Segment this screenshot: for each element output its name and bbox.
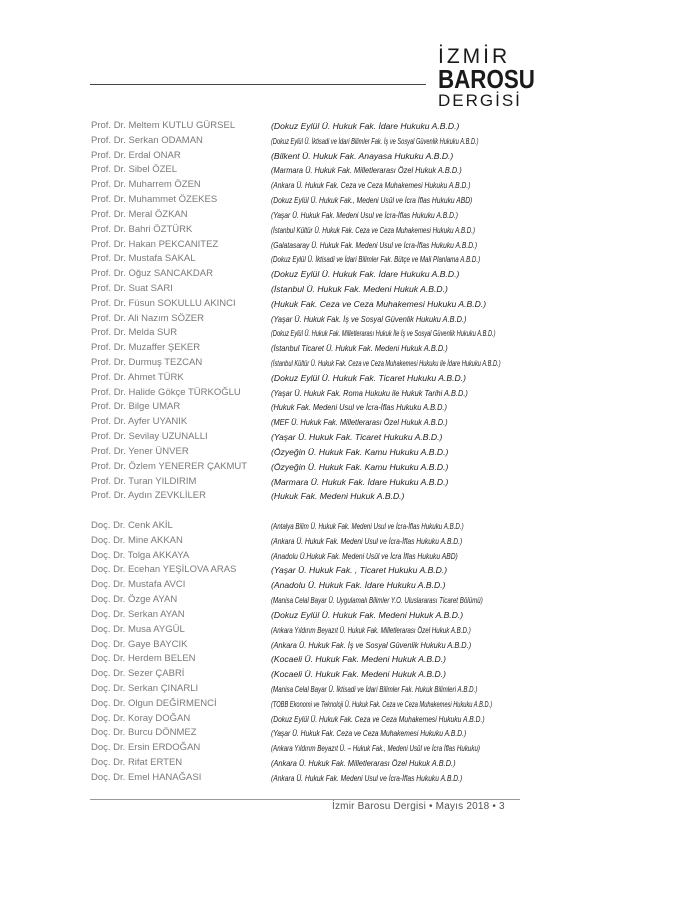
list-item [91,208,531,223]
list-item [91,163,531,178]
member-name: Prof. Dr. Meral ÖZKAN [91,208,188,220]
list-item [91,386,531,401]
list-item [91,119,531,134]
member-name: Prof. Dr. Yener ÜNVER [91,445,189,457]
list-item [91,460,531,475]
member-affiliation: (Bilkent Ü. Hukuk Fak. Anayasa Hukuku A.B.D.) [271,150,454,161]
member-name: Prof. Dr. Halide Gökçe TÜRKOĞLU [91,386,241,398]
member-affiliation: (Anadolu Ü. Hukuk Fak. İdare Hukuku A.B.D.) [271,580,446,591]
member-name: Doç. Dr. Olgun DEĞİRMENCİ [91,697,217,709]
list-item [91,563,531,578]
member-affiliation: (Özyeğin Ü. Hukuk Fak. Kamu Hukuku A.B.D.) [271,446,449,457]
member-affiliation: (İstanbul Ticaret Ü. Hukuk Fak. Medeni Hukuk A.B.D.) [271,343,448,354]
list-item [91,193,531,208]
member-name: Doç. Dr. Herdem BELEN [91,653,196,665]
member-name: Prof. Dr. Ahmet TÜRK [91,371,184,383]
member-name: Prof. Dr. Turan YILDIRIM [91,475,197,487]
list-item [91,593,531,608]
member-affiliation: (İstanbul Kültür Ü. Hukuk Fak. Ceza ve Ceza Muhakemesi Hukuku A.B.D.) [271,224,476,235]
member-name: Prof. Dr. Füsun SOKULLU AKINCI [91,297,236,309]
list-item [91,430,531,445]
member-name: Prof. Dr. Suat SARI [91,282,173,294]
list-item [91,445,531,460]
member-name: Doç. Dr. Gaye BAYCIK [91,638,188,650]
list-item [91,400,531,415]
member-name: Prof. Dr. Ayfer UYANIK [91,416,188,428]
member-affiliation: (Dokuz Eylül Ü. Hukuk Fak. Milletlerarası Hukuk İle İş ve Sosyal Güvenlik Hukuku A.B.D.) [271,328,496,339]
list-item [91,726,531,741]
member-affiliation: (Ankara Ü. Hukuk Fak. Milletlerarası Özel Hukuk A.B.D.) [271,758,456,768]
list-item [91,534,531,549]
member-name: Prof. Dr. Oğuz SANCAKDAR [91,268,213,280]
member-affiliation: (Yaşar Ü. Hukuk Fak. İş ve Sosyal Güvenlik Hukuku A.B.D.) [271,313,467,324]
member-name: Prof. Dr. Durmuş TEZCAN [91,357,203,368]
list-item [91,312,531,327]
footer-issue-info: İzmir Barosu Dergisi • Mayıs 2018 • 3 [332,801,505,812]
list-item [91,489,531,504]
list-item [91,415,531,430]
member-affiliation: (Dokuz Eylül Ü. Hukuk Fak., Medeni Usûl ve İcra İflas Hukuku ABD) [271,195,473,206]
member-affiliation: (Kocaeli Ü. Hukuk Fak. Medeni Hukuk A.B.D.) [271,654,446,665]
list-item [91,341,531,356]
list-item [91,549,531,564]
member-affiliation: (Anadolu Ü.Hukuk Fak. Medeni Usûl ve İcra İflas Hukuku ABD) [271,550,458,561]
list-item [91,223,531,238]
member-name: Doç. Dr. Serkan AYAN [91,608,185,620]
list-item [91,134,531,149]
member-name: Doç. Dr. Mustafa AVCI [91,579,186,591]
member-affiliation: (Ankara Yıldırım Beyazıt Ü. Hukuk Fak. Milletlerarası Özel Hukuk A.B.D.) [271,624,471,635]
member-name: Doç. Dr. Mine AKKAN [91,534,183,546]
logo-line-barosu: BAROSU [438,64,535,94]
member-name: Prof. Dr. Bahri ÖZTÜRK [91,223,193,235]
member-affiliation: (Yaşar Ü. Hukuk Fak. Ceza ve Ceza Muhakemesi Hukuku A.B.D.) [271,728,467,739]
member-affiliation: (TOBB Ekonomi ve Teknoloji Ü. Hukuk Fak. Ceza ve Ceza Muhakemesi Hukuku A.B.D.) [271,698,493,709]
list-item [91,697,531,712]
member-affiliation: (Dokuz Eylül Ü. İktisadi ve İdari Bilimler Fak. Bütçe ve Mali Planlama A.B.D.) [271,254,481,265]
list-item [91,282,531,297]
list-item [91,667,531,682]
member-name: Doç. Dr. Cenk AKİL [91,520,173,531]
member-name: Doç. Dr. Emel HANAĞASI [91,771,202,783]
member-name: Prof. Dr. Serkan ODAMAN [91,134,203,146]
member-name: Doç. Dr. Ecehan YEŞİLOVA ARAS [91,564,237,576]
member-affiliation: (Dokuz Eylül Ü. Hukuk Fak. Ticaret Hukuku A.B.D.) [271,372,466,383]
member-affiliation: (Yaşar Ü. Hukuk Fak. Ticaret Hukuku A.B.D.) [271,432,443,443]
member-name: Prof. Dr. Muzaffer ŞEKER [91,342,201,354]
member-name: Prof. Dr. Ali Nazım SÖZER [91,312,204,324]
member-affiliation: (Ankara Ü. Hukuk Fak. İş ve Sosyal Güvenlik Hukuku A.B.D.) [271,639,472,650]
member-affiliation: (Manisa Celal Bayar Ü. İktisadi ve İdari Bilimler Fak. Hukuk Bilimleri A.B.D.) [271,683,478,694]
member-name: Prof. Dr. Bilge UMAR [91,401,181,413]
member-affiliation: (İstanbul Ü. Hukuk Fak. Medeni Hukuk A.B.D.) [271,283,448,294]
member-name: Prof. Dr. Muhammet ÖZEKES [91,194,218,206]
associate-professor-list [91,519,531,786]
list-item [91,475,531,490]
member-affiliation: (Ankara Ü. Hukuk Fak. Medeni Usul ve İcra-İflas Hukuku A.B.D.) [271,772,463,783]
logo-line-izmir: İZMİR [438,45,511,68]
member-name: Prof. Dr. Sevilay UZUNALLI [91,431,208,443]
member-affiliation: (Yaşar Ü. Hukuk Fak. Medeni Usul ve İcra-İflas Hukuku A.B.D.) [271,209,459,220]
member-affiliation: (Marmara Ü. Hukuk Fak. İdare Hukuku A.B.D.) [271,476,449,487]
list-item [91,712,531,727]
list-item [91,623,531,638]
member-name: Doç. Dr. Burcu DÖNMEZ [91,727,197,739]
member-name: Prof. Dr. Mustafa SAKAL [91,253,196,265]
member-name: Doç. Dr. Koray DOĞAN [91,712,191,724]
member-name: Doç. Dr. Sezer ÇABRİ [91,668,185,680]
member-affiliation: (Hukuk Fak. Ceza ve Ceza Muhakemesi Hukuku A.B.D.) [271,298,487,309]
list-item [91,326,531,341]
member-name: Prof. Dr. Melda SUR [91,327,178,339]
member-affiliation: (Ankara Ü. Hukuk Fak. Medeni Usul ve İcra-İflas Hukuku A.B.D.) [271,535,463,546]
member-name: Prof. Dr. Erdal ONAR [91,149,181,161]
member-name: Doç. Dr. Musa AYGÜL [91,623,185,635]
member-name: Doç. Dr. Rifat ERTEN [91,757,183,768]
member-name: Prof. Dr. Aydın ZEVKLİLER [91,490,206,502]
member-name: Doç. Dr. Tolga AKKAYA [91,549,190,561]
member-affiliation: (Dokuz Eylül Ü. Hukuk Fak. İdare Hukuku A.B.D.) [271,269,460,280]
list-item [91,756,531,771]
list-item [91,741,531,756]
member-name: Prof. Dr. Hakan PEKCANITEZ [91,238,219,250]
member-affiliation: (Yaşar Ü. Hukuk Fak. Roma Hukuku ile Hukuk Tarihi A.B.D.) [271,387,468,398]
member-name: Doç. Dr. Serkan ÇINARLI [91,682,199,694]
member-affiliation: (Antalya Bilim Ü. Hukuk Fak. Medeni Usul ve İcra-İflas Hukuku A.B.D.) [271,521,464,531]
member-name: Prof. Dr. Meltem KUTLU GÜRSEL [91,120,236,131]
list-item [91,238,531,253]
list-item [91,682,531,697]
member-name: Prof. Dr. Sibel ÖZEL [91,164,178,176]
member-name: Prof. Dr. Muharrem ÖZEN [91,179,201,191]
list-item [91,356,531,371]
member-name: Prof. Dr. Özlem YENERER ÇAKMUT [91,460,248,472]
member-affiliation: (Dokuz Eylül Ü. Hukuk Fak. İdare Hukuku A.B.D.) [271,121,460,131]
list-item [91,267,531,282]
logo-line-dergisi: DERGİSİ [438,91,522,110]
member-affiliation: (Hukuk Fak. Medeni Usul ve İcra-İflas Hukuku A.B.D.) [271,402,447,413]
list-item [91,638,531,653]
member-name: Doç. Dr. Ersin ERDOĞAN [91,742,201,754]
list-item [91,578,531,593]
footer-divider [90,799,520,800]
header-divider [90,84,426,85]
list-item [91,252,531,267]
member-affiliation: (Hukuk Fak. Medeni Hukuk A.B.D.) [271,491,405,502]
journal-logo [438,45,535,116]
member-affiliation: (Dokuz Eylül Ü. İktisadi ve İdari Bilimler Fak. İş ve Sosyal Güvenlik Hukuku A.B.D.) [271,135,479,146]
list-item [91,519,531,534]
list-item [91,371,531,386]
member-affiliation: (Yaşar Ü. Hukuk Fak. , Ticaret Hukuku A.B.D.) [271,565,448,576]
member-affiliation: (Dokuz Eylül Ü. Hukuk Fak. Ceza ve Ceza Muhakemesi Hukuku A.B.D.) [271,713,485,724]
list-item [91,771,531,786]
list-item [91,652,531,667]
member-affiliation: (Marmara Ü. Hukuk Fak. Milletlerarası Özel Hukuk A.B.D.) [271,165,462,176]
member-affiliation: (Özyeğin Ü. Hukuk Fak. Kamu Hukuku A.B.D.) [271,461,449,472]
member-affiliation: (MEF Ü. Hukuk Fak. Milletlerarası Özel Hukuk A.B.D.) [271,417,448,428]
member-affiliation: (İstanbul Kültür Ü. Hukuk Fak. Ceza ve Ceza Muhakemesi Hukuku ile İdare Hukuku A.B.D.) [271,358,501,368]
member-affiliation: (Dokuz Eylül Ü. Hukuk Fak. Medeni Hukuk A.B.D.) [271,609,464,620]
list-item [91,608,531,623]
list-item [91,149,531,164]
member-name: Doç. Dr. Özge AYAN [91,594,178,606]
professor-list [91,119,531,504]
member-affiliation: (Manisa Celal Bayar Ü. Uygulamalı Bilimler Y.O. Uluslararası Ticaret Bölümü) [271,595,483,606]
member-affiliation: (Ankara Ü. Hukuk Fak. Ceza ve Ceza Muhakemesi Hukuku A.B.D.) [271,180,471,191]
member-affiliation: (Kocaeli Ü. Hukuk Fak. Medeni Hukuk A.B.D.) [271,669,446,680]
member-affiliation: (Ankara Yıldırım Beyazıt Ü. – Hukuk Fak., Medeni Usûl ve İcra İflas Hukuku) [271,743,480,754]
list-item [91,178,531,193]
list-item [91,297,531,312]
member-affiliation: (Galatasaray Ü. Hukuk Fak. Medeni Usul ve İcra-İflas Hukuku A.B.D.) [271,239,478,250]
